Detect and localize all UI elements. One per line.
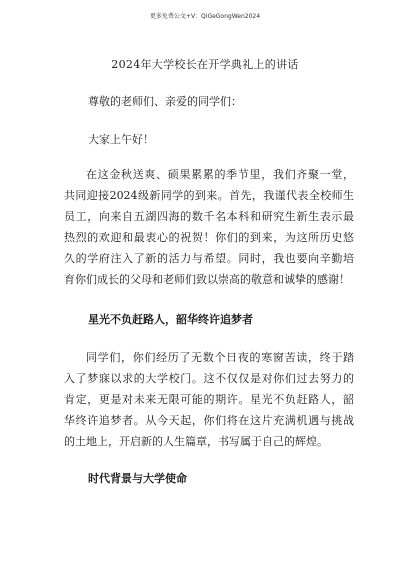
paragraph-students (64, 347, 354, 452)
salutation: 尊敬的老师们、亲爱的同学们： (88, 95, 242, 108)
header-note: 更多免费公文+V：QiGeGongWen2024 (149, 13, 261, 20)
paragraph-line: 的土地上，开启新的人生篇章，书写属于自己的辉煌。 (64, 435, 328, 448)
paragraph-line: 同学们，你们经历了无数个日夜的寒窗苦读，终于踏 (86, 351, 354, 364)
paragraph-line: 在这金秋送爽、硕果累累的季节里，我们齐聚一堂， (86, 168, 354, 181)
section-heading-1: 星光不负赶路人，韶华终许追梦者 (88, 313, 253, 326)
paragraph-line: 久的学府注入了新的活力与希望。同时，我也要向辛勤培 (64, 252, 354, 265)
paragraph-line: 肯定，更是对未来无限可能的期许。星光不负赶路人，韶 (64, 393, 354, 406)
paragraph-line: 共同迎接2024级新同学的到来。首先，我谨代表全校师生 (64, 189, 354, 202)
paragraph-line: 华终许追梦者。从今天起，你们将在这片充满机遇与挑战 (64, 414, 354, 427)
paragraph-line: 入了梦寐以求的大学校门。这不仅仅是对你们过去努力的 (64, 372, 354, 385)
paragraph-welcome (64, 164, 354, 290)
paragraph-line: 员工，向来自五湖四海的数千名本科和研究生新生表示最 (64, 210, 354, 223)
paragraph-line: 热烈的欢迎和最衷心的祝贺！你们的到来，为这所历史悠 (64, 231, 354, 244)
paragraph-line: 育你们成长的父母和老师们致以崇高的敬意和诚挚的感谢！ (64, 273, 350, 286)
document-title: 2024年大学校长在开学典礼上的讲话 (111, 58, 299, 71)
section-heading-2: 时代背景与大学使命 (88, 472, 187, 485)
greeting: 大家上午好！ (88, 133, 154, 146)
